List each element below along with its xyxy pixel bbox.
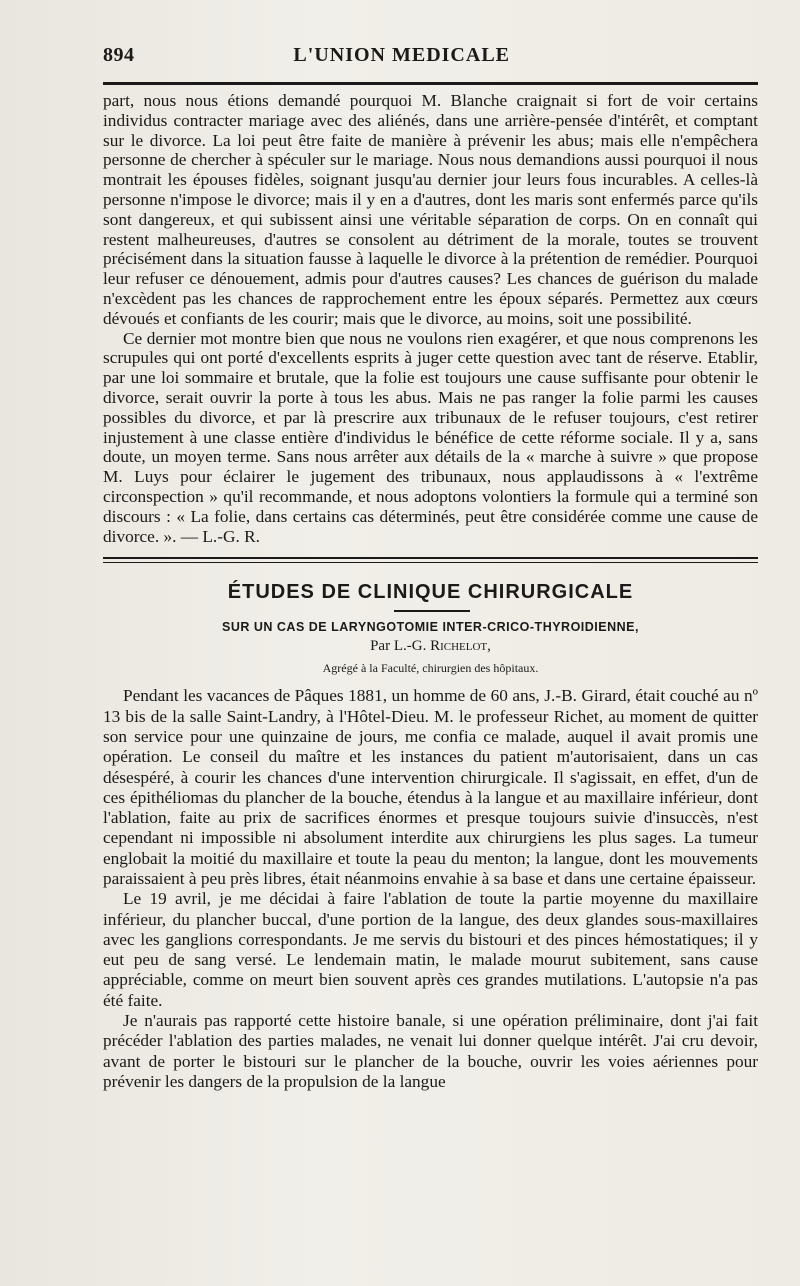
author-prefix: Par [370,638,394,655]
author-name: L.-G. Richelot, [393,638,491,655]
section-divider [103,557,758,563]
article-continuation [103,91,758,546]
paragraph: part, nous nous étions demandé pourquoi M. Blanche craignait si fort de voir certains individus contracter mariage avec des aliénés, dans une arrière-pensée d'intérêt, et comptant sur le divorce. La loi peut être faite de manière à prévenir les abus; mais elle n'empêchera personne de chercher à spéculer sur le mariage. Nous nous demandions aussi pourquoi il nous montrait les épouses fidèles, soignant jusqu'au dernier jour leurs fous incurables. A celles-là personne n'impose le divorce; mais il y en a d'autres, dont les maris sont enfermés parce qu'ils sont dangereux, et qui subissent ainsi une véritable séparation de corps. On en connaît qui restent malheureuses, d'autres se consolent au détriment de la morale, toutes se trouvent précisément dans la situation fausse à laquelle le divorce à la prétention de remédier. Pourquoi leur refuser ce dénouement, admis pour d'autres causes? Les chances de guérison du malade n'excèdent pas les chances de rapprochement entre les époux séparés. Permettez aux cœurs dévoués et confiants de les courir; mais que le divorce, au moins, soit une possibilité. [103,91,758,328]
page-number: 894 [103,44,135,66]
article-body [103,686,758,1092]
paragraph: Ce dernier mot montre bien que nous ne voulons rien exagérer, et que nous comprenons les scrupules qui ont porté d'excellents esprits à juger cette question avec tant de réserve. Etablir, par une loi sommaire et brutale, que la folie est toujours une cause suffisante pour obtenir le divorce, serait ouvrir la porte à tous les abus. Mais ne pas ranger la folie parmi les causes possibles du divorce, et par là prescrire aux tribunaux de le refuser toujours, c'est retirer injustement à une classe entière d'individus le bénéfice de cette réforme sociale. Il y a, sans doute, un moyen terme. Sans nous arrêter aux détails de la « marche à suivre » que propose M. Luys pour éclairer le jugement des tribunaux, nous applaudissons à « l'extrême circonspection » qu'il recommande, et nous adoptons volontiers la formule qui a terminé son discours : « La folie, dans certains cas déterminés, peut être considérée comme une cause de divorce. ». — L.-G. R. [103,328,758,546]
paragraph: Pendant les vacances de Pâques 1881, un homme de 60 ans, J.-B. Girard, était couché au nº 13 bis de la salle Saint-Landry, à l'Hôtel-Dieu. M. le professeur Richet, au moment de quitter son service pour une quinzaine de jours, me confia ce malade, auquel il avait promis une opération. Le conseil du maître et les instances du patient m'autorisaient, dans un cas désespéré, à courir les chances d'une intervention chirurgicale. Il s'agissait, en effet, d'un de ces épithéliomas du plancher de la bouche, étendus à la langue et au maxillaire inférieur, dont l'ablation, faite au prix de sacrifices énormes et presque toujours suivie d'insuccès, n'est cependant ni impossible ni absolument interdite aux chirurgiens les plus sages. La tumeur englobait la moitié du maxillaire et toute la peau du menton; la langue, dont les mouvements paraissaient à peu près libres, était néanmoins envahie à sa base et dans une certaine épaisseur. [103,686,758,888]
paragraph: Le 19 avril, je me décidai à faire l'ablation de toute la partie moyenne du maxillaire inférieur, du plancher buccal, d'une portion de la langue, des deux glandes sous-maxillaires avec les ganglions correspondants. Je me servis du bistouri et des pinces hémostatiques; il y eut peu de sang versé. Le lendemain matin, le malade mourut subitement, sans cause appréciable, comme on meurt bien souvent après ces grandes mutilations. L'autopsie n'a pas été faite. [103,889,758,1010]
title-rule [394,610,470,612]
running-header [103,44,760,72]
author-affiliation: Agrégé à la Faculté, chirurgien des hôpitaux. [322,661,539,676]
journal-title: L'UNION MEDICALE [293,44,510,66]
author-line [103,638,758,655]
header-rule [103,82,758,85]
article-subtitle: SUR UN CAS DE LARYNGOTOMIE INTER-CRICO-THYROIDIENNE, [222,620,639,635]
section-title: ÉTUDES DE CLINIQUE CHIRURGICALE [227,581,634,604]
paragraph: Je n'aurais pas rapporté cette histoire banale, si une opération préliminaire, dont j'ai fait précéder l'ablation des parties malades, ne venait lui donner quelque intérêt. J'ai cru devoir, avant de porter le bistouri sur le plancher de la bouche, ouvrir les voies aériennes pour prévenir les dangers de la propulsion de la langue [103,1011,758,1091]
